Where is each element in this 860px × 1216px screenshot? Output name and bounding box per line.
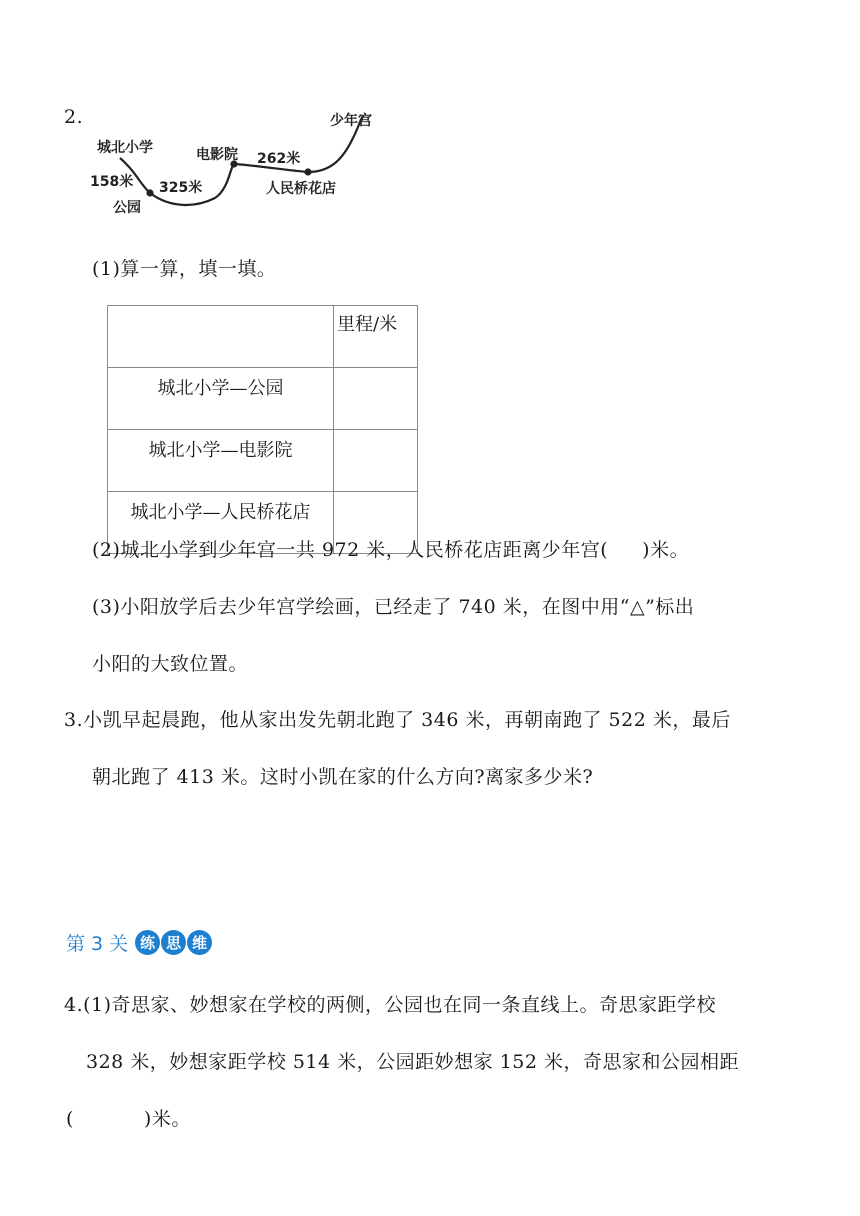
map-label-dist-cinema-shop: 262米 [257, 151, 301, 167]
map-label-school: 城北小学 [97, 140, 153, 156]
table-cell-route: 城北小学—电影院 [108, 430, 334, 492]
question-2-number: 2. [64, 106, 84, 128]
table-header-cell [108, 306, 334, 368]
map-label-youth-palace: 少年宫 [330, 113, 372, 129]
section-header [66, 929, 212, 956]
table-cell-route: 城北小学—人民桥花店 [108, 492, 334, 554]
mileage-table [107, 305, 418, 554]
section-badges [134, 930, 212, 955]
q3-line2: 朝北跑了 413 米。这时小凯在家的什么方向?离家多少米? [92, 766, 594, 788]
section-prefix: 第 3 关 [66, 933, 129, 955]
table-row [108, 430, 418, 492]
q2-part2-text [92, 535, 689, 562]
q4-line3-b: )米。 [143, 1108, 191, 1130]
table-header-mileage: 里程/米 [334, 306, 418, 368]
section-badge-1: 练 [135, 930, 160, 955]
q3-line1: 3.小凯早起晨跑，他从家出发先朝北跑了 346 米，再朝南跑了 522 米，最后 [64, 709, 731, 731]
table-cell-answer[interactable] [334, 430, 418, 492]
table-row [108, 368, 418, 430]
q2-part3-line2: 小阳的大致位置。 [92, 653, 249, 675]
q4-line2: 328 米，妙想家距学校 514 米，公园距妙想家 152 米，奇思家和公园相距 [86, 1051, 739, 1073]
map-label-park: 公园 [113, 200, 141, 216]
q2-part2-text-a: (2)城北小学到少年宫一共 972 米，人民桥花店距离少年宫( [92, 539, 609, 561]
table-row [108, 306, 418, 368]
map-label-dist-school-park: 158米 [90, 174, 134, 190]
q4-line1: 4.(1)奇思家、妙想家在学校的两侧，公园也在同一条直线上。奇思家距学校 [64, 994, 717, 1016]
section-badge-2: 思 [161, 930, 186, 955]
table-cell-answer[interactable] [334, 368, 418, 430]
q2-part2-text-b: )米。 [642, 539, 690, 561]
table-cell-route: 城北小学—公园 [108, 368, 334, 430]
q4-line3 [66, 1104, 191, 1131]
q2-part1-text: (1)算一算，填一填。 [92, 258, 277, 280]
map-label-flower-shop: 人民桥花店 [266, 181, 336, 197]
map-label-dist-park-cinema: 325米 [159, 180, 203, 196]
q4-line3-a: ( [66, 1108, 74, 1130]
flower-shop-dot [304, 168, 311, 175]
park-dot [146, 189, 153, 196]
section-badge-3: 维 [187, 930, 212, 955]
q2-part3-line1: (3)小阳放学后去少年宫学绘画，已经走了 740 米，在图中用“△”标出 [92, 596, 695, 618]
route-map [80, 100, 400, 225]
map-label-cinema: 电影院 [196, 147, 238, 163]
